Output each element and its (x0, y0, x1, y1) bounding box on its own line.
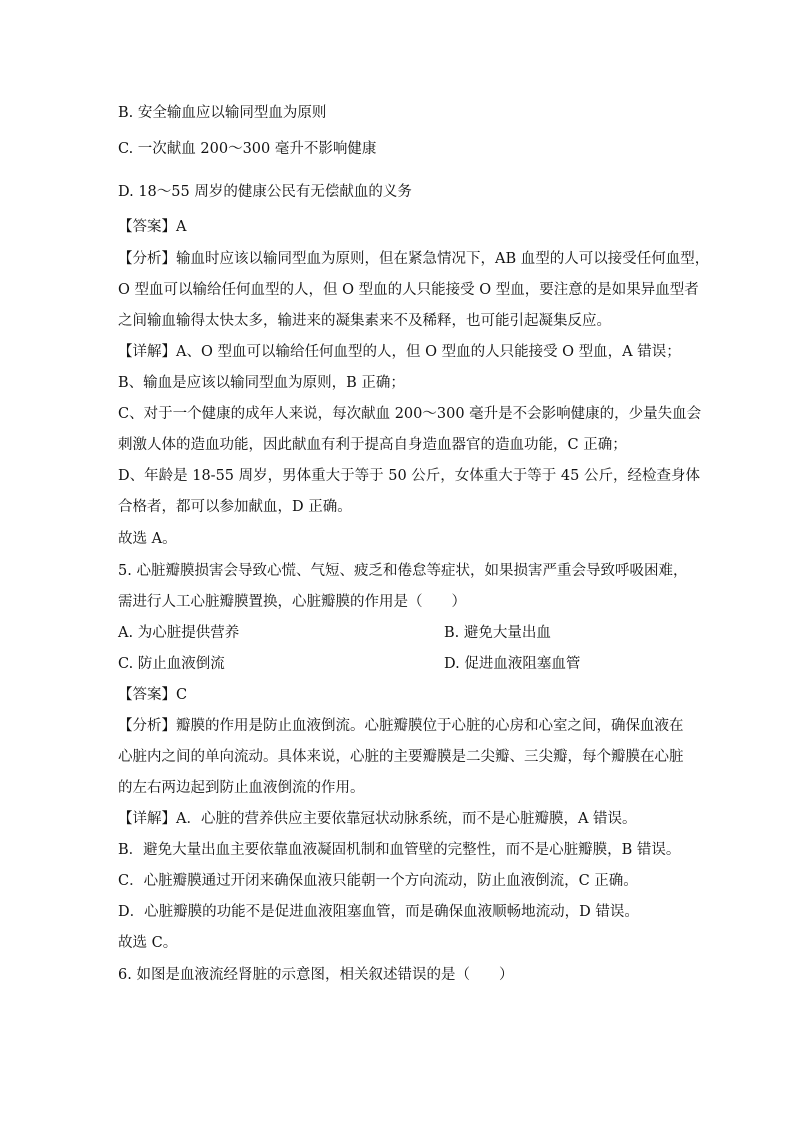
q5-analysis-line: 的左右两边起到防止血液倒流的作用。 (118, 780, 365, 796)
q5-conclusion: 故选 C。 (118, 935, 178, 951)
q4-answer: 【答案】A (118, 219, 187, 235)
q4-detail-line: C、对于一个健康的成年人来说，每次献血 200～300 毫升是不会影响健康的，少量失血会 (118, 406, 702, 422)
q5-detail-line: 【详解】A．心脏的营养供应主要依靠冠状动脉系统，而不是心脏瓣膜，A 错误。 (118, 811, 637, 827)
q4-detail-line: D、年龄是 18-55 周岁，男体重大于等于 50 公斤，女体重大于等于 45 公斤，经检查身体 (118, 468, 700, 484)
q5-detail-line: C．心脏瓣膜通过开闭来确保血液只能朝一个方向流动，防止血液倒流，C 正确。 (118, 873, 638, 889)
q4-detail-line: 【详解】A、O 型血可以输给任何血型的人，但 O 型血的人只能接受 O 型血，A 错误； (118, 344, 681, 360)
q4-analysis-line: 【分析】输血时应该以输同型血为原则，但在紧急情况下，AB 血型的人可以接受任何血型， (118, 251, 710, 267)
q5-analysis-line: 心脏内之间的单向流动。具体来说，心脏的主要瓣膜是二尖瓣、三尖瓣，每个瓣膜在心脏 (118, 749, 684, 765)
q4-detail-line: 合格者，都可以参加献血，D 正确。 (118, 499, 352, 515)
q4-detail-line: 刺激人体的造血功能，因此献血有利于提高自身造血器官的造血功能，C 正确； (118, 437, 627, 453)
q4-conclusion: 故选 A。 (118, 531, 177, 547)
q5-analysis-line: 【分析】瓣膜的作用是防止血液倒流。心脏瓣膜位于心脏的心房和心室之间，确保血液在 (118, 718, 684, 734)
q4-analysis-line: O 型血可以输给任何血型的人，但 O 型血的人只能接受 O 型血，要注意的是如果异血型者 (118, 282, 699, 298)
q5-option-c: C. 防止血液倒流 (118, 656, 225, 672)
q4-option-d: D. 18～55 周岁的健康公民有无偿献血的义务 (118, 184, 412, 200)
q4-option-c: C. 一次献血 200～300 毫升不影响健康 (118, 141, 377, 157)
q4-detail-line: B、输血是应该以输同型血为原则，B 正确； (118, 375, 405, 391)
q5-detail-line: B．避免大量出血主要依靠血液凝固机制和血管壁的完整性，而不是心脏瓣膜，B 错误。 (118, 842, 681, 858)
q5-detail-line: D．心脏瓣膜的功能不是促进血液阻塞血管，而是确保血液顺畅地流动，D 错误。 (118, 904, 639, 920)
q5-option-d: D. 促进血液阻塞血管 (444, 656, 581, 672)
q4-option-b: B. 安全输血应以输同型血为原则 (118, 105, 327, 121)
q4-analysis-line: 之间输血输得太快太多，输进来的凝集素来不及稀释，也可能引起凝集反应。 (118, 313, 611, 329)
q5-option-b: B. 避免大量出血 (444, 625, 551, 641)
q5-stem-line: 需进行人工心脏瓣膜置换，心脏瓣膜的作用是（ ） (118, 594, 466, 610)
q5-answer: 【答案】C (118, 687, 188, 703)
q5-option-a: A. 为心脏提供营养 (118, 625, 240, 641)
q5-stem-line: 5. 心脏瓣膜损害会导致心慌、气短、疲乏和倦怠等症状，如果损害严重会导致呼吸困难， (118, 563, 688, 579)
q6-stem: 6. 如图是血液流经肾脏的示意图，相关叙述错误的是（ ） (118, 967, 514, 983)
